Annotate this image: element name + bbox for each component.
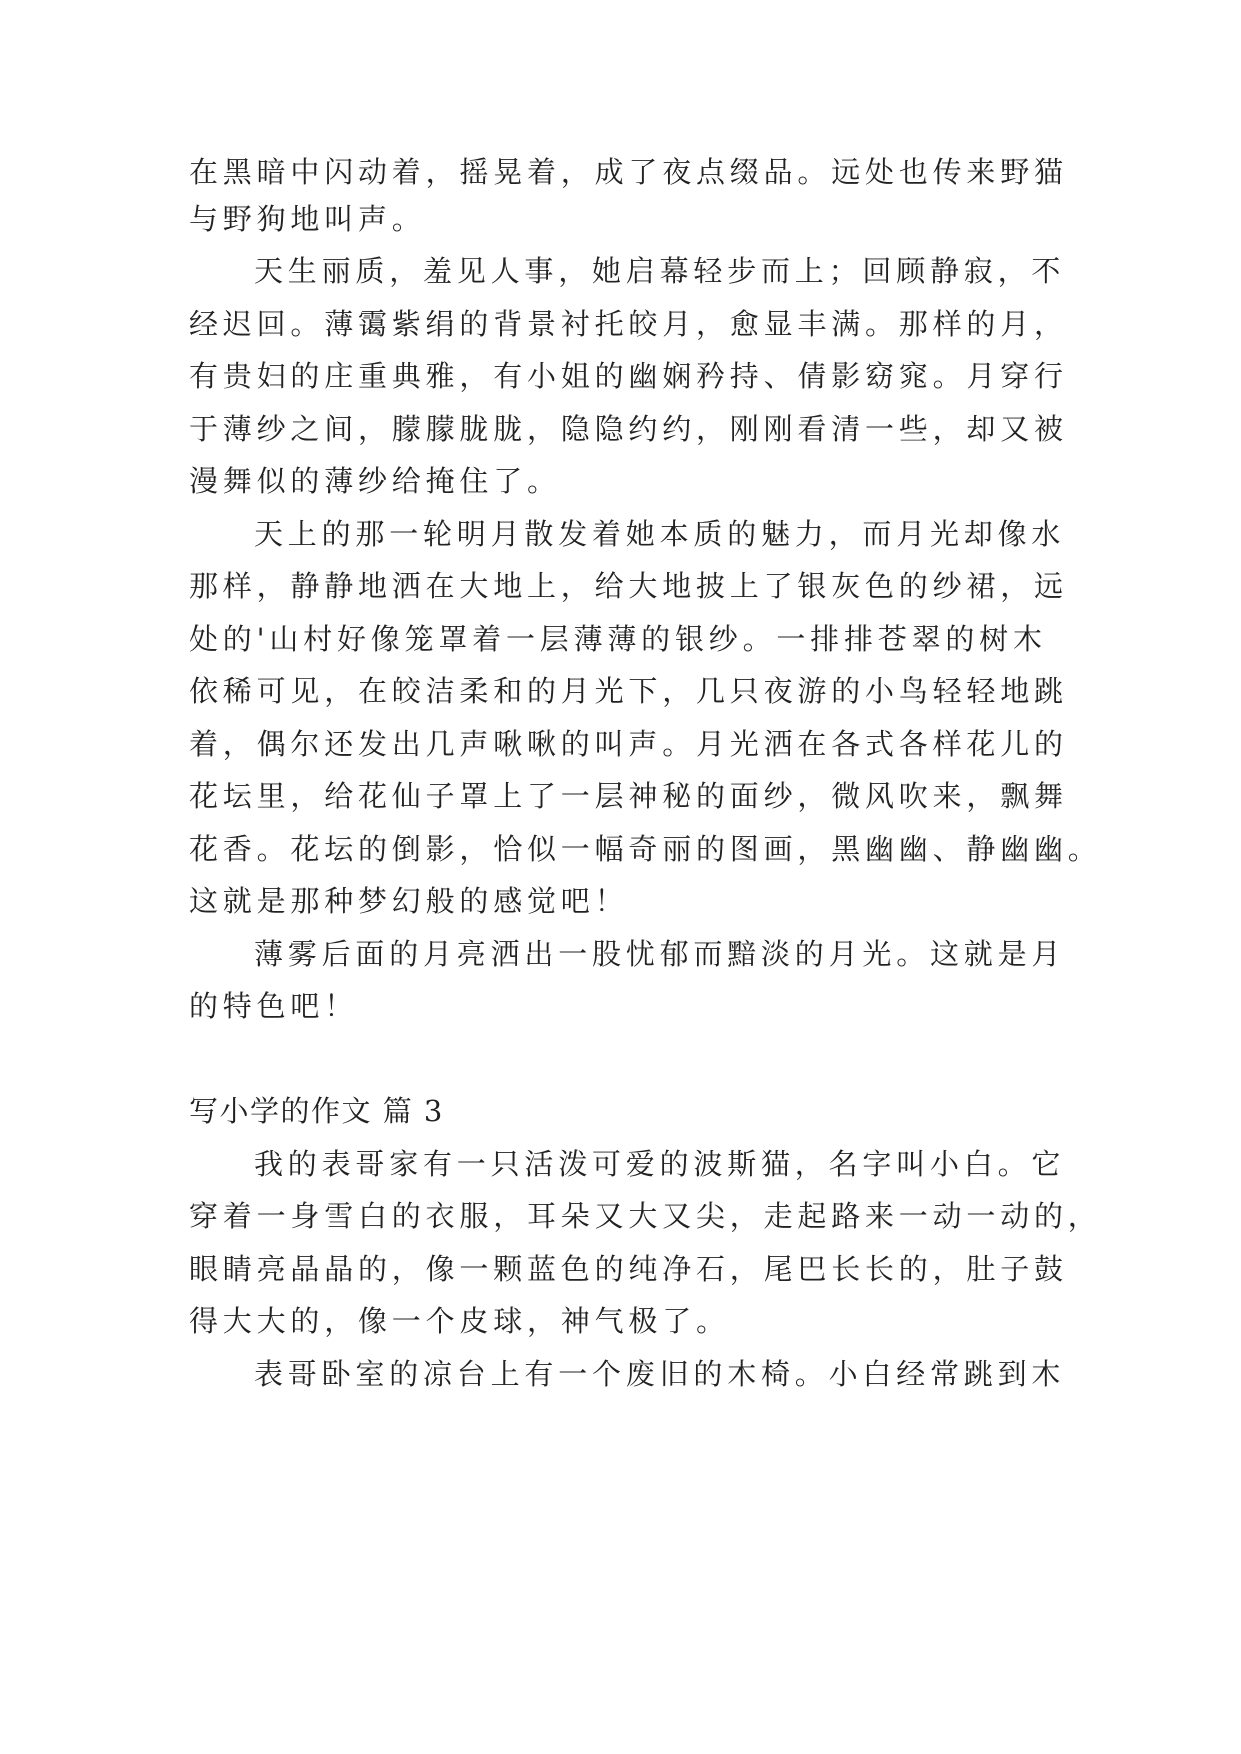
text-line: 有贵妇的庄重典雅，有小姐的幽娴矜持、倩影窈窕。月穿行 — [189, 359, 1068, 393]
paragraph-first-line: 我的表哥家有一只活泼可爱的波斯猫，名字叫小白。它 — [254, 1147, 1066, 1181]
text-line: 于薄纱之间，朦朦胧胧，隐隐约约，刚刚看清一些，却又被 — [189, 412, 1068, 446]
text-line: 着，偶尔还发出几声啾啾的叫声。月光洒在各式各样花儿的 — [189, 727, 1068, 761]
text-line: 漫舞似的薄纱给掩住了。 — [189, 464, 561, 498]
section-heading: 写小学的作文 篇 3 — [189, 1094, 444, 1128]
text-line: 与野狗地叫声。 — [189, 202, 426, 236]
text-line: 花香。花坛的倒影，恰似一幅奇丽的图画，黑幽幽、静幽幽。 — [189, 832, 1102, 866]
text-line: 经迟回。薄霭紫绢的背景衬托皎月，愈显丰满。那样的月， — [189, 307, 1068, 341]
paragraph-first-line: 天生丽质，羞见人事，她启幕轻步而上；回顾静寂，不 — [254, 254, 1066, 288]
text-line: 眼睛亮晶晶的，像一颗蓝色的纯净石，尾巴长长的，肚子鼓 — [189, 1252, 1068, 1286]
text-line: 花坛里，给花仙子罩上了一层神秘的面纱，微风吹来，飘舞 — [189, 779, 1068, 813]
text-line: 得大大的，像一个皮球，神气极了。 — [189, 1304, 730, 1338]
text-line: 这就是那种梦幻般的感觉吧！ — [189, 884, 629, 918]
text-line: 在黑暗中闪动着，摇晃着，成了夜点缀品。远处也传来野猫 — [189, 155, 1068, 189]
text-line: 的特色吧！ — [189, 989, 359, 1023]
paragraph-first-line: 天上的那一轮明月散发着她本质的魅力，而月光却像水 — [254, 517, 1066, 551]
text-line: 穿着一身雪白的衣服，耳朵又大又尖，走起路来一动一动的， — [189, 1199, 1102, 1233]
paragraph-first-line: 薄雾后面的月亮洒出一股忧郁而黯淡的月光。这就是月 — [254, 937, 1066, 971]
text-line: 处的'山村好像笼罩着一层薄薄的银纱。一排排苍翠的树木 — [189, 622, 1047, 656]
text-line: 依稀可见，在皎洁柔和的月光下，几只夜游的小鸟轻轻地跳 — [189, 674, 1068, 708]
text-line: 那样，静静地洒在大地上，给大地披上了银灰色的纱裙，远 — [189, 569, 1068, 603]
paragraph-first-line: 表哥卧室的凉台上有一个废旧的木椅。小白经常跳到木 — [254, 1357, 1066, 1391]
